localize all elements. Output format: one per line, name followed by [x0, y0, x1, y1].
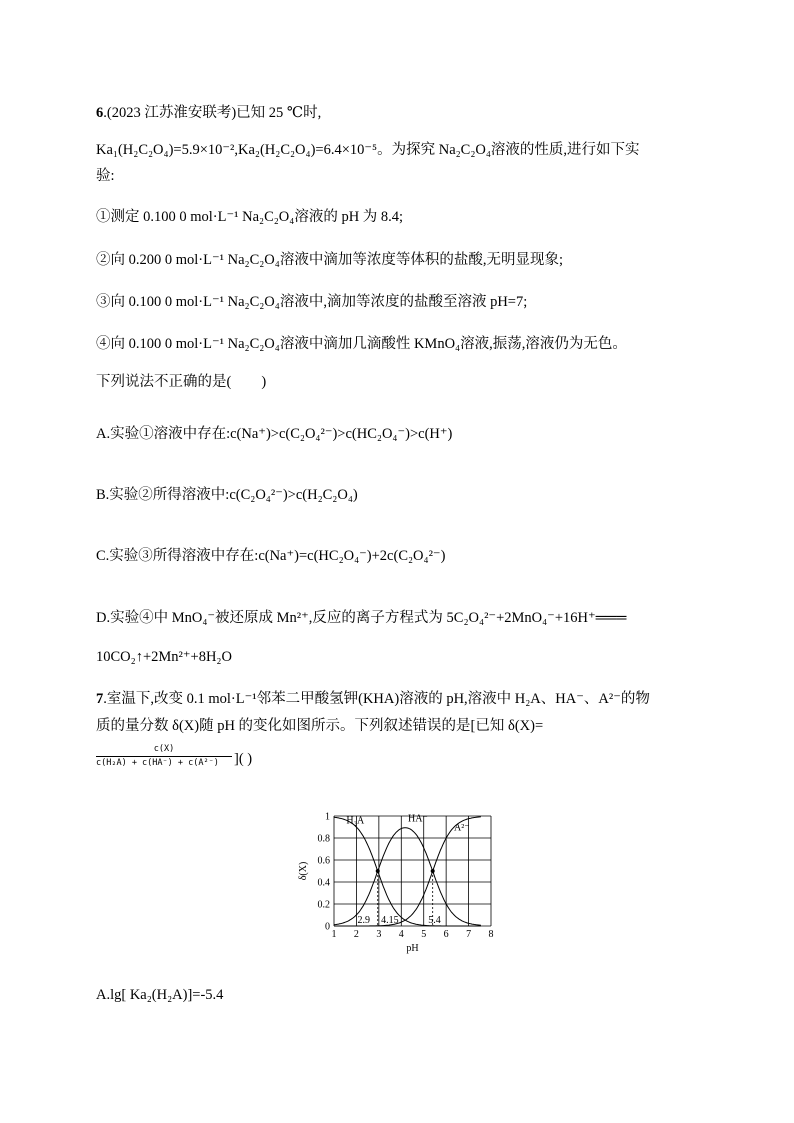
series-label: H₂A — [346, 815, 365, 827]
q6-number: 6 — [96, 105, 104, 121]
q7-number: 7 — [96, 691, 104, 707]
crossing-point — [376, 869, 380, 873]
y-tick-label: 0 — [325, 921, 330, 933]
x-tick-label: 7 — [466, 929, 472, 940]
x-tick-label: 2 — [353, 929, 359, 940]
x-tick-label: 6 — [443, 929, 449, 940]
x-tick-label: 4 — [398, 929, 404, 940]
q7-option-a[interactable]: A.lg[ Ka₂(H₂A)]=-5.4 — [96, 987, 224, 1003]
q6-intro: 已知 25 ℃时, — [236, 105, 322, 121]
q6-source: .(2023 江苏淮安联考) — [103, 105, 237, 121]
y-tick-label: 0.2 — [317, 899, 330, 911]
x-tick-label: 8 — [488, 929, 494, 940]
q6-experiment-4: ④向 0.100 0 mol·L⁻¹ Na₂C₂O₄溶液中滴加几滴酸性 KMnO₄溶液,振荡,溶液仍为无色。 — [96, 336, 627, 352]
series-label: A²⁻ — [453, 822, 470, 834]
delta-fraction — [96, 744, 232, 768]
x-tick-label: 3 — [376, 929, 382, 940]
annotation-label: 4.15 — [381, 915, 399, 926]
x-tick-label: 1 — [331, 929, 337, 940]
series-label: HA⁻ — [408, 813, 428, 825]
q7-header — [96, 689, 650, 709]
y-axis-label: δ(X) — [298, 861, 309, 881]
q6-header — [96, 103, 321, 123]
x-axis-label: pH — [406, 943, 419, 954]
y-tick-label: 0.6 — [317, 855, 330, 867]
q6-constants: Ka₁(H₂C₂O₄)=5.9×10⁻²,Ka₂(H₂C₂O₄)=6.4×10⁻⁵。为探究 Na₂C₂O₄溶液的性质,进行如下实 — [96, 142, 640, 158]
q7-text-line1: .室温下,改变 0.1 mol·L⁻¹邻苯二甲酸氢钾(KHA)溶液的 pH,溶液中 H₂A、HA⁻、A²⁻的物 — [103, 691, 650, 707]
y-tick-label: 0.8 — [317, 833, 330, 845]
q7-answer-bracket: ]( ) — [234, 751, 253, 767]
y-tick-label: 1 — [325, 811, 330, 823]
y-tick-label: 0.4 — [317, 877, 330, 889]
q6-constants-cont: 验: — [96, 168, 115, 184]
annotation-label: 5.4 — [428, 915, 441, 926]
q6-question-text: 下列说法不正确的是( — [96, 374, 232, 390]
q6-question-close: ) — [261, 374, 267, 390]
q6-option-d-cont: 10CO₂↑+2Mn²⁺+8H₂O — [96, 649, 232, 665]
q7-text-line2: 质的量分数 δ(X)随 pH 的变化如图所示。下列叙述错误的是[已知 δ(X)= — [96, 718, 544, 734]
fraction-bar — [96, 756, 232, 757]
x-tick-label: 5 — [421, 929, 427, 940]
annotation-label: 2.9 — [357, 915, 371, 926]
q6-option-b[interactable]: B.实验②所得溶液中:c(C₂O₄²⁻)>c(H₂C₂O₄) — [96, 487, 358, 503]
q6-experiment-3: ③向 0.100 0 mol·L⁻¹ Na₂C₂O₄溶液中,滴加等浓度的盐酸至溶液 pH=7; — [96, 294, 528, 310]
q6-experiment-1: ①测定 0.100 0 mol·L⁻¹ Na₂C₂O₄溶液的 pH 为 8.4; — [96, 209, 404, 225]
crossing-point — [431, 869, 435, 873]
q6-option-c[interactable]: C.实验③所得溶液中存在:c(Na⁺)=c(HC₂O₄⁻)+2c(C₂O₄²⁻) — [96, 548, 446, 564]
q6-option-d[interactable]: D.实验④中 MnO₄⁻被还原成 Mn²⁺,反应的离子方程式为 5C₂O₄²⁻+2MnO₄⁻+16H⁺═══ — [96, 610, 627, 626]
fraction-denominator: c(H₂A) + c(HA⁻) + c(A²⁻) — [96, 758, 219, 768]
fraction-numerator: c(X) — [153, 744, 175, 754]
q6-option-a[interactable]: A.实验①溶液中存在:c(Na⁺)>c(C₂O₄²⁻)>c(HC₂O₄⁻)>c(H⁺) — [96, 426, 453, 442]
q6-question — [96, 372, 266, 392]
distribution-chart — [296, 804, 506, 956]
q6-experiment-2: ②向 0.200 0 mol·L⁻¹ Na₂C₂O₄溶液中滴加等浓度等体积的盐酸,无明显现象; — [96, 252, 563, 268]
